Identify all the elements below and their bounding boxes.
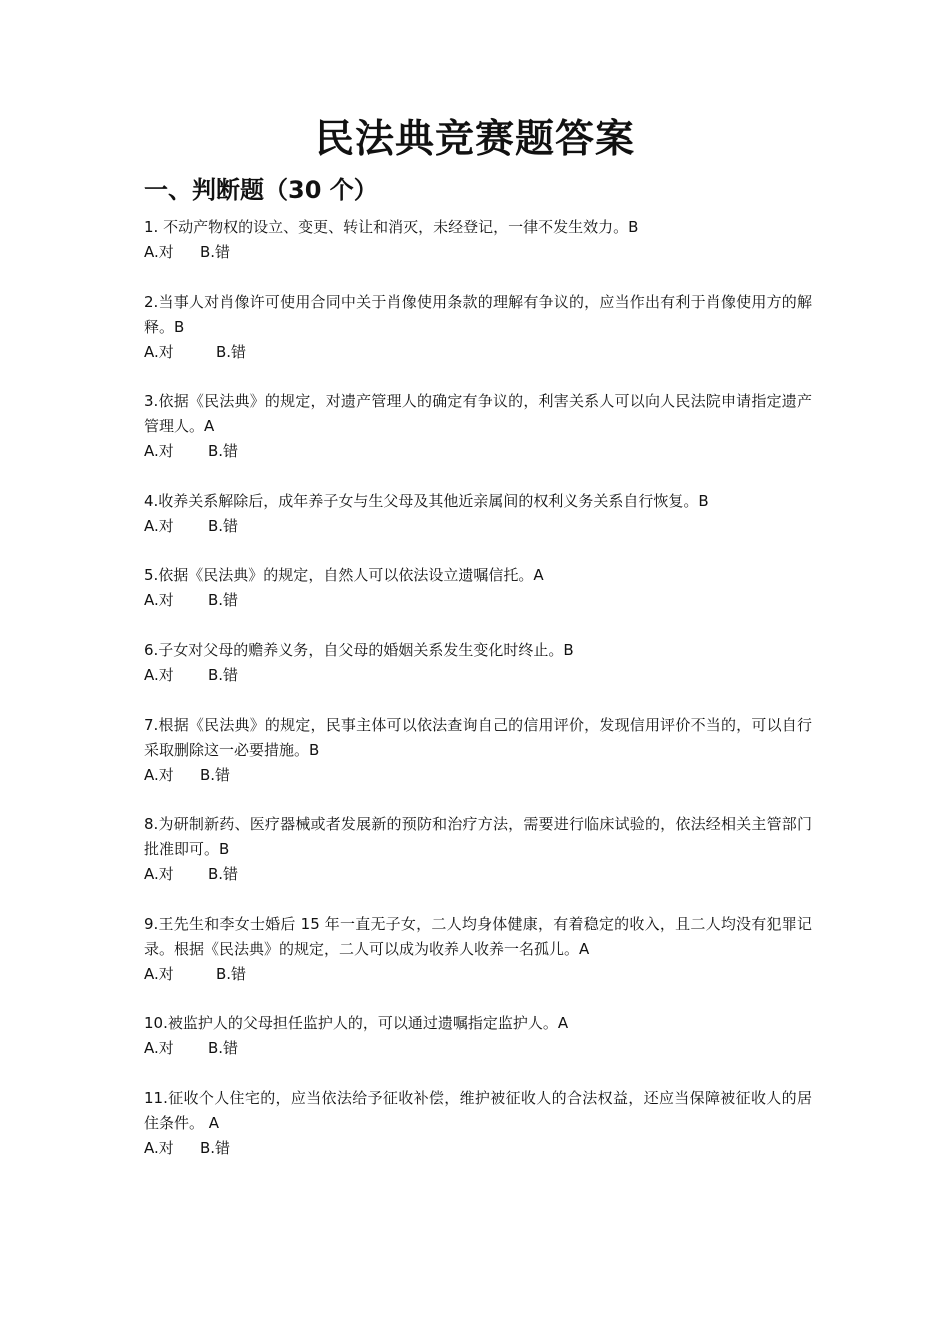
option-b: B.错 [200, 243, 231, 261]
question-item [144, 389, 812, 464]
answer-options [144, 663, 812, 688]
answer-options [144, 514, 812, 539]
question-item [144, 812, 812, 887]
question-item [144, 215, 812, 265]
answer-options [144, 962, 812, 987]
question-text: 10.被监护人的父母担任监护人的，可以通过遗嘱指定监护人。A [144, 1014, 569, 1033]
question-item [144, 912, 812, 987]
option-a: A.对 [144, 665, 174, 684]
question-text: 9.王先生和李女士婚后 15 年一直无子女，二人均身体健康，有着稳定的收入，且二人均没有犯罪记录。根据《民法典》的规定，二人可以成为收养人收养一名孤儿。A [144, 914, 812, 958]
answer-options [144, 1136, 812, 1161]
question-item [144, 1011, 812, 1061]
option-b: B.错 [208, 1039, 239, 1058]
question-text: 7.根据《民法典》的规定，民事主体可以依法查询自己的信用评价，发现信用评价不当的，可以自行采取删除这一必要措施。B [144, 715, 812, 759]
question-text: 5.依据《民法典》的规定，自然人可以依法设立遗嘱信托。A [144, 566, 544, 585]
question-text: 2.当事人对肖像许可使用合同中关于肖像使用条款的理解有争议的，应当作出有利于肖像使用方的解释。B [144, 292, 812, 336]
option-b: B.错 [208, 865, 239, 884]
question-text: 4.收养关系解除后，成年养子女与生父母及其他近亲属间的权利义务关系自行恢复。B [144, 491, 709, 510]
option-a: A.对 [144, 964, 174, 983]
question-list [144, 215, 812, 1186]
option-b: B.错 [208, 665, 239, 684]
option-a: A.对 [144, 243, 174, 261]
option-b: B.错 [216, 964, 247, 983]
answer-options [144, 439, 812, 464]
answer-options [144, 862, 812, 887]
section-heading: 一、判断题（30 个） [144, 176, 378, 204]
answer-options [144, 240, 812, 265]
option-b: B.错 [208, 442, 239, 461]
option-b: B.错 [208, 591, 239, 610]
answer-options [144, 1036, 812, 1061]
question-text: 1. 不动产物权的设立、变更、转让和消灭，未经登记，一律不发生效力。B [144, 218, 639, 236]
answer-options [144, 588, 812, 613]
option-a: A.对 [144, 516, 174, 535]
option-a: A.对 [144, 591, 174, 610]
option-a: A.对 [144, 442, 174, 461]
question-item [144, 713, 812, 788]
option-b: B.错 [200, 765, 231, 784]
question-item [144, 1086, 812, 1161]
option-b: B.错 [200, 1138, 231, 1157]
option-a: A.对 [144, 765, 174, 784]
question-text: 8.为研制新药、医疗器械或者发展新的预防和治疗方法，需要进行临床试验的，依法经相关主管部门批准即可。B [144, 815, 812, 859]
question-item [144, 563, 812, 613]
question-item [144, 638, 812, 688]
question-text: 11.征收个人住宅的，应当依法给予征收补偿，维护被征收人的合法权益，还应当保障被征收人的居住条件。 A [144, 1088, 812, 1132]
question-item [144, 290, 812, 365]
document-title: 民法典竞赛题答案 [314, 117, 635, 162]
question-text: 6.子女对父母的赡养义务，自父母的婚姻关系发生变化时终止。B [144, 640, 574, 659]
option-a: A.对 [144, 1039, 174, 1058]
option-b: B.错 [208, 516, 239, 535]
question-item [144, 489, 812, 539]
option-a: A.对 [144, 342, 174, 361]
option-b: B.错 [216, 342, 247, 361]
answer-options [144, 340, 812, 365]
answer-options [144, 763, 812, 788]
option-a: A.对 [144, 865, 174, 884]
question-text: 3.依据《民法典》的规定，对遗产管理人的确定有争议的，利害关系人可以向人民法院申请指定遗产管理人。A [144, 392, 812, 436]
option-a: A.对 [144, 1138, 174, 1157]
